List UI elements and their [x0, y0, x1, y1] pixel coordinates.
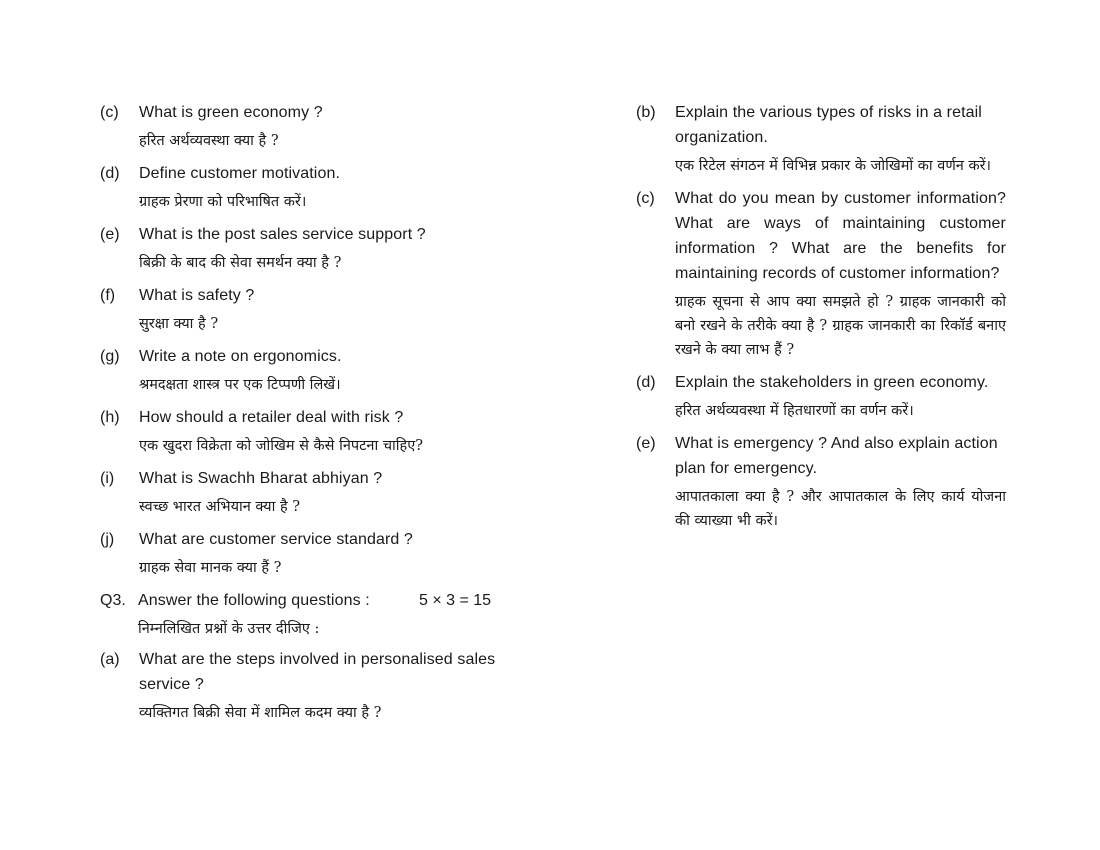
- question-item-g: [100, 344, 510, 397]
- question-text-en: Write a note on ergonomics.: [139, 348, 342, 365]
- question-label: (b): [636, 104, 656, 121]
- question-text-hi: बिक्री के बाद की सेवा समर्थन क्या है ?: [139, 255, 342, 271]
- question-item-f: [100, 283, 510, 336]
- question-item-e: [636, 431, 1006, 533]
- question-text-en: Explain the stakeholders in green economy.: [675, 374, 989, 391]
- question-text-hi: हरित अर्थव्यवस्था में हितधारणों का वर्णन करें।: [675, 403, 914, 419]
- section-q3-heading: [100, 588, 510, 641]
- question-text-hi: व्यक्तिगत बिक्री सेवा में शामिल कदम क्या है ?: [139, 705, 382, 721]
- question-text-en: What are the steps involved in personalised sales service ?: [139, 651, 496, 693]
- question-text-en: Define customer motivation.: [139, 165, 341, 182]
- question-item-h: [100, 405, 510, 458]
- question-label: (d): [636, 374, 656, 391]
- question-label: (h): [100, 409, 120, 426]
- question-item-c: [636, 186, 1006, 362]
- question-item-i: [100, 466, 510, 519]
- question-text-en: What is the post sales service support ?: [139, 226, 426, 243]
- question-text-en: What are customer service standard ?: [139, 531, 413, 548]
- question-label: (e): [636, 435, 656, 452]
- question-label: (a): [100, 651, 120, 668]
- section-marks: 5 × 3 = 15: [419, 592, 492, 609]
- section-label: Q3.: [100, 592, 126, 609]
- question-text-hi: स्वच्छ भारत अभियान क्या है ?: [139, 499, 301, 515]
- question-text-en: What do you mean by customer information? What are ways of maintaining customer information ? What are the benefits for maintaining records of customer information?: [675, 190, 1006, 282]
- question-text-hi: ग्राहक प्रेरणा को परिभाषित करें।: [139, 194, 307, 210]
- question-item-c: [100, 100, 510, 153]
- question-label: (d): [100, 165, 120, 182]
- question-text-hi: ग्राहक सूचना से आप क्या समझते हो ? ग्राहक जानकारी को बनो रखने के तरीके क्या है ? ग्राहक जानकारी का रिकॉर्ड बनाए रखने के क्या लाभ हैं ?: [675, 294, 1006, 358]
- question-item-a: [100, 647, 510, 725]
- question-label: (j): [100, 531, 115, 548]
- question-text-hi: श्रमदक्षता शास्त्र पर एक टिप्पणी लिखें।: [139, 377, 341, 393]
- question-item-e: [100, 222, 510, 275]
- question-label: (f): [100, 287, 116, 304]
- section-instruction-hi: निम्नलिखित प्रश्नों के उत्तर दीजिए :: [138, 621, 320, 637]
- question-text-hi: ग्राहक सेवा मानक क्या हैं ?: [139, 560, 282, 576]
- section-instruction-en: Answer the following questions :: [138, 592, 370, 609]
- question-text-en: What is emergency ? And also explain action plan for emergency.: [675, 435, 998, 477]
- question-item-d: [636, 370, 1006, 423]
- question-label: (i): [100, 470, 115, 487]
- question-text-en: Explain the various types of risks in a retail organization.: [675, 104, 982, 146]
- question-item-d: [100, 161, 510, 214]
- question-text-hi: एक खुदरा विक्रेता को जोखिम से कैसे निपटना चाहिए?: [139, 438, 424, 454]
- question-text-hi: हरित अर्थव्यवस्था क्या है ?: [139, 133, 279, 149]
- question-text-hi: एक रिटेल संगठन में विभिन्न प्रकार के जोखिमों का वर्णन करें।: [675, 158, 992, 174]
- question-label: (c): [100, 104, 119, 121]
- question-text-en: What is safety ?: [139, 287, 255, 304]
- question-text-en: What is green economy ?: [139, 104, 323, 121]
- question-label: (e): [100, 226, 120, 243]
- question-label: (c): [636, 190, 655, 207]
- left-column: [100, 100, 510, 733]
- question-item-j: [100, 527, 510, 580]
- right-column: [636, 100, 1006, 541]
- question-text-en: What is Swachh Bharat abhiyan ?: [139, 470, 383, 487]
- question-label: (g): [100, 348, 120, 365]
- question-item-b: [636, 100, 1006, 178]
- question-text-en: How should a retailer deal with risk ?: [139, 409, 404, 426]
- question-text-hi: सुरक्षा क्या है ?: [139, 316, 219, 332]
- question-text-hi: आपातकाला क्या है ? और आपातकाल के लिए कार्य योजना की व्याख्या भी करें।: [675, 489, 1006, 529]
